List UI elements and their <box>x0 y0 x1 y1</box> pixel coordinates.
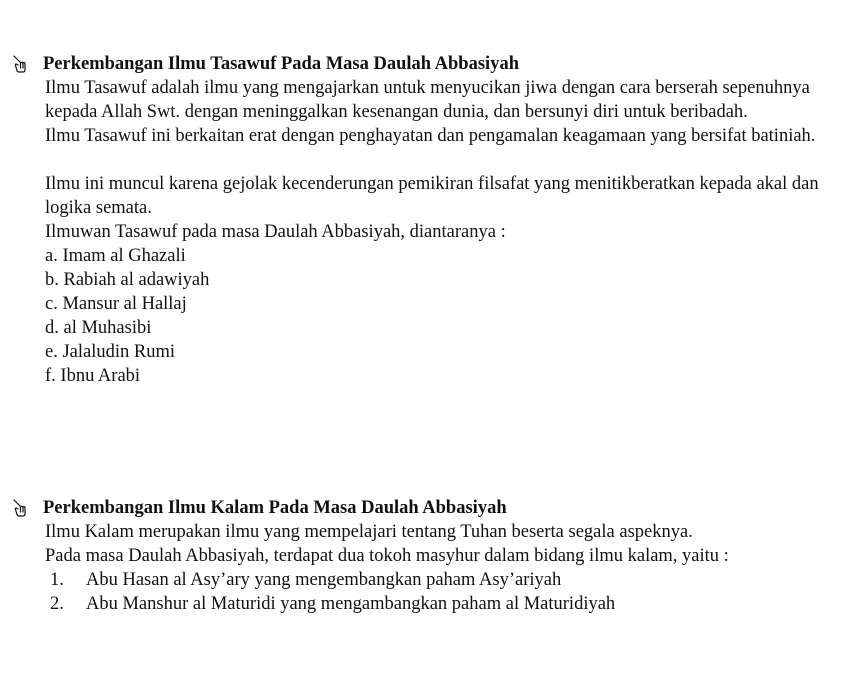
section-heading-row <box>14 52 819 76</box>
paragraph: Ilmu Kalam merupakan ilmu yang mempelajari tentang Tuhan beserta segala aspeknya. <box>45 522 693 542</box>
list-text: Abu Hasan al Asy’ary yang mengembangkan paham Asy’ariyah <box>86 570 562 590</box>
hand-pointer-icon <box>11 54 31 74</box>
list-item <box>50 568 819 592</box>
paragraph: Pada masa Daulah Abbasiyah, terdapat dua tokoh masyhur dalam bidang ilmu kalam, yaitu : <box>45 546 729 566</box>
list-intro: Ilmuwan Tasawuf pada masa Daulah Abbasiyah, diantaranya : <box>45 222 506 242</box>
list-item: d. al Muhasibi <box>45 318 152 338</box>
section-body <box>45 520 819 616</box>
section-body <box>45 76 819 388</box>
list-number: 1. <box>50 570 64 590</box>
section-tasawuf <box>14 52 819 388</box>
paragraph: Ilmu Tasawuf ini berkaitan erat dengan penghayatan dan pengamalan keagamaan yang bersifat batiniah. <box>45 126 816 146</box>
list-item: f. Ibnu Arabi <box>45 366 141 386</box>
list-item: a. Imam al Ghazali <box>45 246 186 266</box>
spacer <box>45 148 819 172</box>
list-item: c. Mansur al Hallaj <box>45 294 187 314</box>
section-heading-row <box>14 496 819 520</box>
paragraph: Ilmu Tasawuf adalah ilmu yang mengajarkan untuk menyucikan jiwa dengan cara berserah sepenuhnya kepada Allah Swt. dengan meninggalkan kesenangan dunia, dan bersunyi diri untuk beribadah. <box>45 78 810 122</box>
scholar-list <box>45 244 819 388</box>
list-item: b. Rabiah al adawiyah <box>45 270 210 290</box>
list-item <box>50 592 819 616</box>
paragraph: Ilmu ini muncul karena gejolak kecenderungan pemikiran filsafat yang menitikberatkan kepada akal dan logika semata. <box>45 174 819 218</box>
section-kalam <box>14 496 819 616</box>
list-text: Abu Manshur al Maturidi yang mengambangkan paham al Maturidiyah <box>86 594 616 614</box>
section-heading: Perkembangan Ilmu Tasawuf Pada Masa Daulah Abbasiyah <box>43 54 519 74</box>
hand-pointer-icon <box>11 498 31 518</box>
figure-list <box>45 568 819 616</box>
section-heading: Perkembangan Ilmu Kalam Pada Masa Daulah Abbasiyah <box>43 498 507 518</box>
list-item: e. Jalaludin Rumi <box>45 342 175 362</box>
list-number: 2. <box>50 594 64 614</box>
